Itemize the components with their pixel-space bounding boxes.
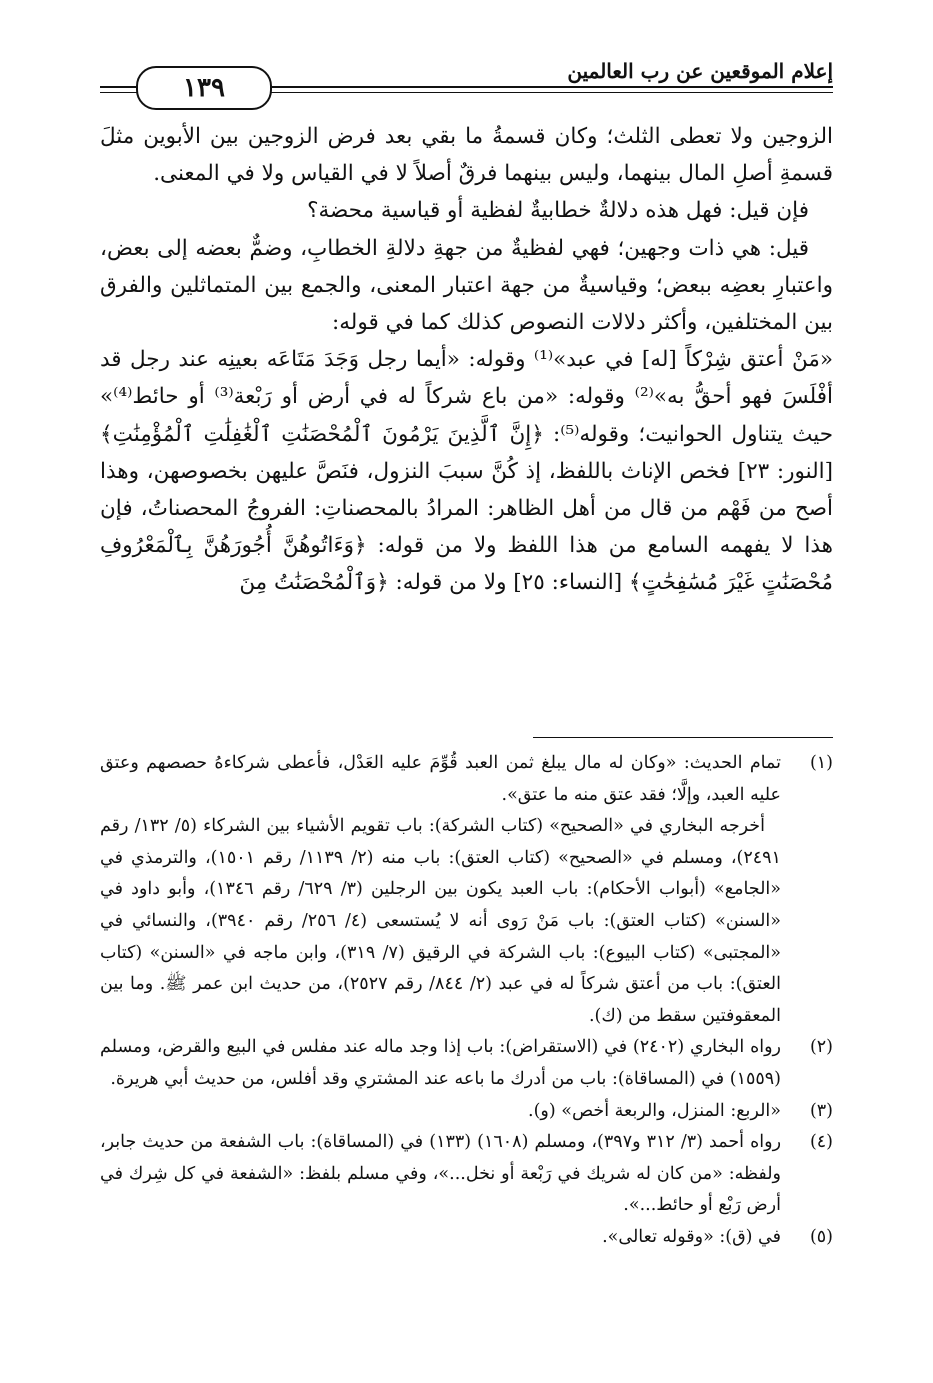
footnote-number: (٥) [809, 1226, 833, 1247]
footnote-5 [100, 1222, 833, 1254]
running-title: إعلام الموقعين عن رب العالمين [555, 58, 833, 84]
paragraph-2: فإن قيل: فهل هذه دلالةٌ خطابيةٌ لفظية أو قياسية محضة؟ [307, 198, 809, 224]
footnote-text: في (ق): «وقوله تعالى». [602, 1226, 781, 1247]
page-number: ١٣٩ [136, 66, 272, 110]
footnote-separator [533, 737, 833, 738]
footnote-text: أخرجه البخاري في «الصحيح» (كتاب الشركة): باب تقويم الأشياء بين الشركاء (٥/ ١٣٢/ رقم ٢٤٩١)، ومسلم في «الصحيح» (كتاب العتق): باب منه (٢/ ١١٣٩/ رقم ١٥٠١)، والترمذي في «الجامع» (أبواب الأحكام): باب العبد يكون بين الرجلين (٣/ ٦٢٩/ رقم ١٣٤٦)، وأبو داود في «السنن» (كتاب العتق): باب مَنْ رَوى أنه لا يُستسعى (٤/ ٢٥٦/ رقم ٣٩٤٠)، والنسائي في «المجتبى» (كتاب البيوع): باب الشركة في الرقيق (٧/ ٣١٩)، وابن ماجه في «السنن» (كتاب العتق): باب من أعتق شركاً له في عبد (٢/ ٨٤٤/ رقم ٢٥٢٧)، من حديث ابن عمر ﷺ. وما بين المعقوفتين سقط من (ك). [100, 816, 781, 1026]
footnote-3 [100, 1096, 833, 1128]
footnote-number: (٢) [809, 1037, 833, 1058]
paragraph-4: «مَنْ أعتق شِرْكاً [له] في عبد»⁽¹⁾ وقوله: «أيما رجل وَجَدَ مَتَاعَه بعينِه عند رجل قد أفْلَسَ فهو أحقُّ به»⁽²⁾ وقوله: «من باع شركاً له في أرض أو رَبْعة⁽³⁾ أو حائط⁽⁴⁾» حيث يتناول الحوانيت؛ وقوله⁽⁵⁾: ﴿إِنَّ ٱلَّذِينَ يَرْمُونَ ٱلْمُحْصَنَٰتِ ٱلْغَٰفِلَٰتِ ٱلْمُؤْمِنَٰتِ﴾ [النور: ٢٣] فخص الإناث باللفظ، إذ كُنَّ سببَ النزول، فنَصَّ عليهن بخصوصهن، وهذا أصح من فَهْم من قال من أهل الظاهر: المرادُ بالمحصناتِ: الفروجُ المحصناتُ، فإن هذا لا يفهمه السامع من هذا اللفظ ولا من قوله: ﴿وَءَاتُوهُنَّ أُجُورَهُنَّ بِٱلْمَعْرُوفِ مُحْصَنَٰتٍ غَيْرَ مُسَٰفِحَٰتٍ﴾ [النساء: ٢٥] ولا من قوله: ﴿وَٱلْمُحْصَنَٰتُ مِنَ [100, 347, 834, 596]
footnote-number: (١) [809, 753, 833, 773]
page-header [100, 56, 833, 108]
footnote-text: رواه البخاري (٢٤٠٢) في (الاستقراض): باب إذا وجد ماله عند مفلس في البيع والقرض، ومسلم (١٥٥٩) في (المساقاة): باب من أدرك ما باعه عند المشتري وقد أفلس، من حديث أبي هريرة. [100, 1037, 782, 1089]
footnotes [100, 748, 833, 1254]
paragraph-3: قيل: هي ذات وجهين؛ فهي لفظيةٌ من جهةِ دلالةِ الخطابِ، وضمٌّ بعضه إلى بعض، واعتبارِ بعضِه ببعض؛ وقياسيةٌ من جهة اعتبار المعنى، والجمع بين المتماثلين والفرق بين المختلفين، وأكثر دلالات النصوص كذلك كما في قوله: [100, 235, 833, 336]
footnote-4 [100, 1127, 833, 1222]
footnote-text: تمام الحديث: «وكان له مال يبلغ ثمن العبد قُوِّمَ عليه العَدْل، فأعطى شركاءهُ حصصهم وعتق عليه العبد، وإلَّا؛ فقد عتق منه ما عتق». [100, 753, 781, 805]
footnote-text: «الربع: المنزل، والربعة أخص» (و). [528, 1100, 781, 1121]
footnote-number: (٤) [809, 1132, 833, 1153]
footnote-2 [100, 1032, 833, 1095]
footnote-1 [100, 748, 833, 1032]
footnote-number: (٣) [809, 1100, 833, 1121]
main-text [100, 118, 833, 602]
footnote-text: رواه أحمد (٣/ ٣١٢ و٣٩٧)، ومسلم (١٦٠٨) (١٣٣) في (المساقاة): باب الشفعة من حديث جابر، ولفظه: «من كان له شريك في رَبْعة أو نخل...»، وفي مسلم بلفظ: «الشفعة في كل شِرك في أرض رَبْع أو حائط...». [100, 1132, 782, 1216]
paragraph-1: الزوجين ولا تعطى الثلث؛ وكان قسمةُ ما بقي بعد فرض الزوجين بين الأبوين مثلَ قسمةِ أصلِ المال بينهما، وليس بينهما فرقٌ أصلاً لا في القياس ولا في المعنى. [100, 124, 833, 187]
